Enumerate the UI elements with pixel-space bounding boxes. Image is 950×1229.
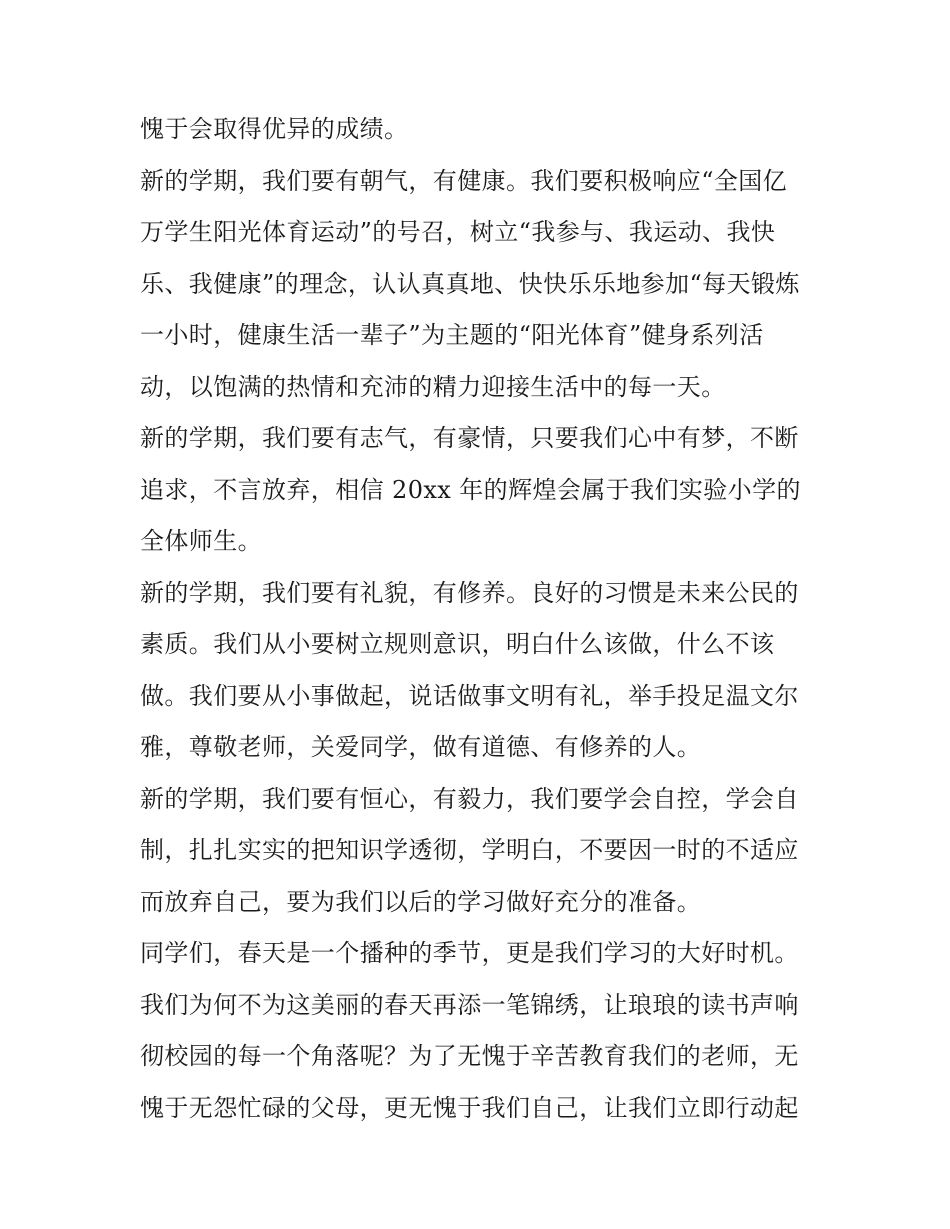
text-line: 新的学期，我们要有恒心，有毅力，我们要学会自控，学会自	[140, 784, 799, 813]
text-line: 而放弃自己，要为我们以后的学习做好充分的准备。	[140, 887, 702, 916]
text-line: 动，以饱满的热情和充沛的精力迎接生活中的每一天。	[140, 372, 726, 401]
text-line: 一小时，健康生活一辈子”为主题的“阳光体育”健身系列活	[140, 321, 764, 349]
text-line: 乐、我健康”的理念，认认真真地、快快乐乐地参加“每天锻炼	[140, 269, 800, 298]
text-line: 我们为何不为这美丽的春天再添一笔锦绣，让琅琅的读书声响	[140, 990, 799, 1019]
text-line: 素质。我们从小要树立规则意识，明白什么该做，什么不该	[140, 630, 775, 658]
text-line: 彻校园的每一个角落呢？为了无愧于辛苦教育我们的老师，无	[140, 1042, 799, 1070]
text-line: 全体师生。	[140, 527, 262, 555]
text-line: 愧于会取得优异的成绩。	[140, 115, 409, 143]
text-line: 雅，尊敬老师，关爱同学，做有道德、有修养的人。	[140, 733, 702, 761]
text-line: 同学们，春天是一个播种的季节，更是我们学习的大好时机。	[140, 939, 799, 967]
text-line: 做。我们要从小事做起，说话做事文明有礼，举手投足温文尔	[140, 681, 799, 710]
document-body	[140, 104, 820, 1134]
text-line: 新的学期，我们要有礼貌，有修养。良好的习惯是未来公民的	[140, 578, 799, 607]
text-line: 万学生阳光体育运动”的号召，树立“我参与、我运动、我快	[140, 218, 776, 246]
text-line: 制，扎扎实实的把知识学透彻，学明白，不要因一时的不适应	[140, 836, 799, 864]
text-line: 新的学期，我们要有朝气，有健康。我们要积极响应“全国亿	[140, 166, 788, 195]
text-line: 愧于无怨忙碌的父母，更无愧于我们自己，让我们立即行动起	[140, 1093, 799, 1122]
text-line: 新的学期，我们要有志气，有豪情，只要我们心中有梦，不断	[140, 424, 799, 452]
text-line: 追求，不言放弃，相信 20xx 年的辉煌会属于我们实验小学的	[140, 475, 801, 504]
